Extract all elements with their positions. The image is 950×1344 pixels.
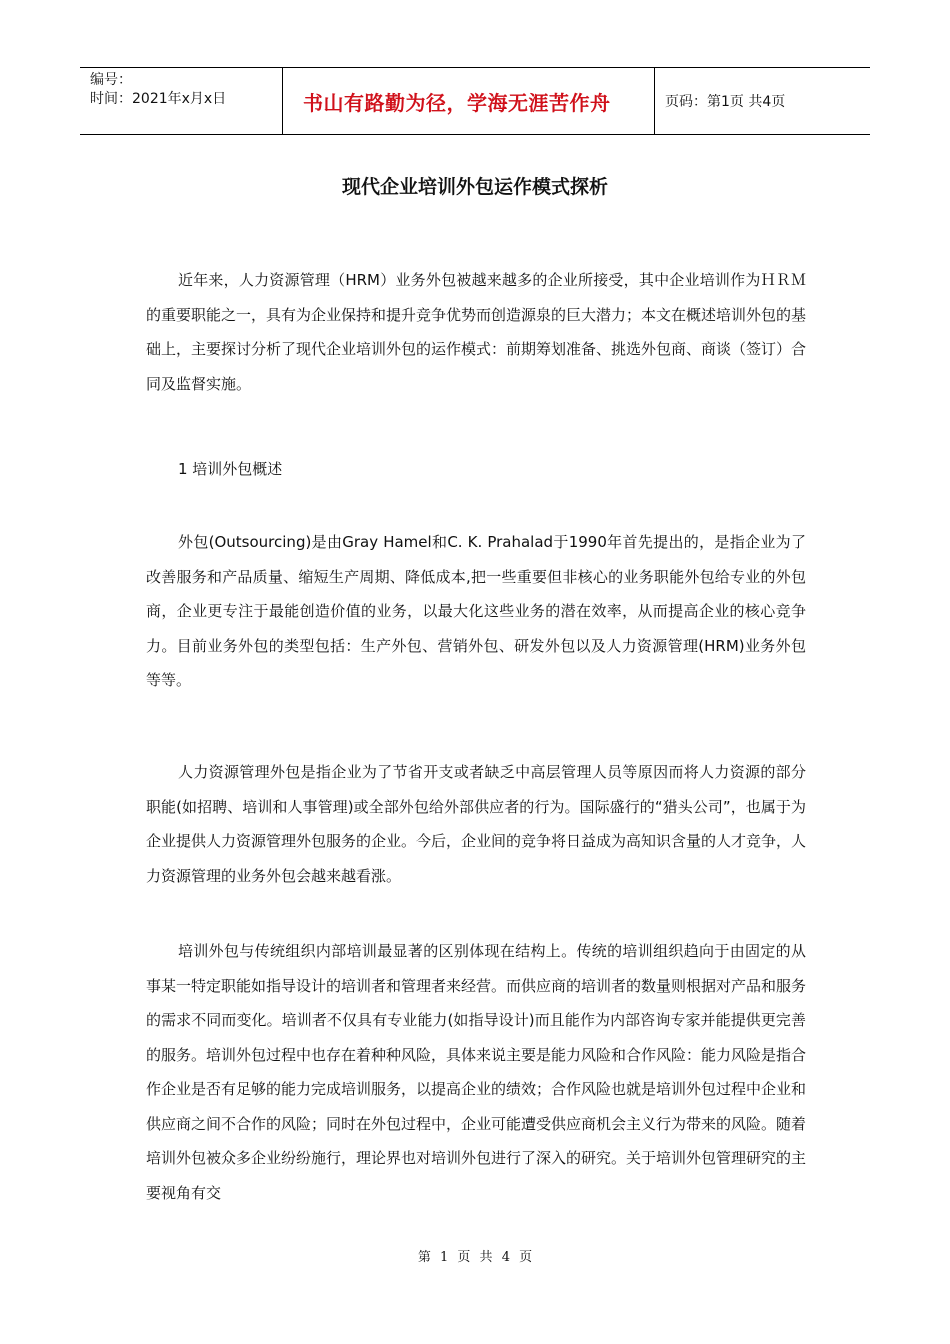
header-page-info: 页码：第1页 共4页 [665, 94, 786, 110]
section-heading: 1 培训外包概述 [178, 460, 283, 478]
body-paragraph-1: 外包(Outsourcing)是由Gray Hamel和C. K. Prahalad于1990年首先提出的，是指企业为了改善服务和产品质量、缩短生产周期、降低成本,把一些重要但非核心的业务职能外包给专业的外包商，企业更专注于最能创造价值的业务，以最大化这些业务的潜在效率，从而提高企业的核心竞争力。目前业务外包的类型包括：生产外包、营销外包、研发外包以及人力资源管理(HRM)业务外包等等。 [146, 533, 806, 689]
document-title: 现代企业培训外包运作模式探析 [341, 176, 608, 198]
header-meta [80, 68, 282, 134]
header-motto: 书山有路勤为径，学海无涯苦作舟 [303, 90, 611, 115]
document-time-label: 时间：2021年x月x日 [90, 91, 227, 107]
abstract-paragraph: 近年来，人力资源管理（HRM）业务外包被越来越多的企业所接受，其中企业培训作为ＨＲＭ的重要职能之一，具有为企业保持和提升竞争优势而创造源泉的巨大潜力；本文在概述培训外包的基础上，主要探讨分析了现代企业培训外包的运作模式：前期筹划准备、挑选外包商、商谈（签订）合同及监督实施。 [146, 271, 807, 393]
page-footer: 第 1 页 共 4 页 [417, 1250, 533, 1265]
header-motto-cell [282, 68, 655, 134]
body-paragraph-3: 培训外包与传统组织内部培训最显著的区别体现在结构上。传统的培训组织趋向于由固定的从事某一特定职能如指导设计的培训者和管理者来经营。而供应商的培训者的数量则根据对产品和服务的需求不同而变化。培训者不仅具有专业能力(如指导设计)而且能作为内部咨询专家并能提供更完善的服务。培训外包过程中也存在着种种风险，具体来说主要是能力风险和合作风险：能力风险是指合作企业是否有足够的能力完成培训服务，以提高企业的绩效；合作风险也就是培训外包过程中企业和供应商之间不合作的风险；同时在外包过程中，企业可能遭受供应商机会主义行为带来的风险。随着培训外包被众多企业纷纷施行，理论界也对培训外包进行了深入的研究。关于培训外包管理研究的主要视角有交 [146, 942, 807, 1202]
document-number-label: 编号： [90, 72, 132, 88]
body-paragraph-2: 人力资源管理外包是指企业为了节省开支或者缺乏中高层管理人员等原因而将人力资源的部分职能(如招聘、培训和人事管理)或全部外包给外部供应者的行为。国际盛行的“猎头公司”，也属于为企业提供人力资源管理外包服务的企业。今后，企业间的竞争将日益成为高知识含量的人才竞争，人力资源管理的业务外包会越来越看涨。 [146, 763, 807, 885]
document-header [80, 67, 870, 135]
